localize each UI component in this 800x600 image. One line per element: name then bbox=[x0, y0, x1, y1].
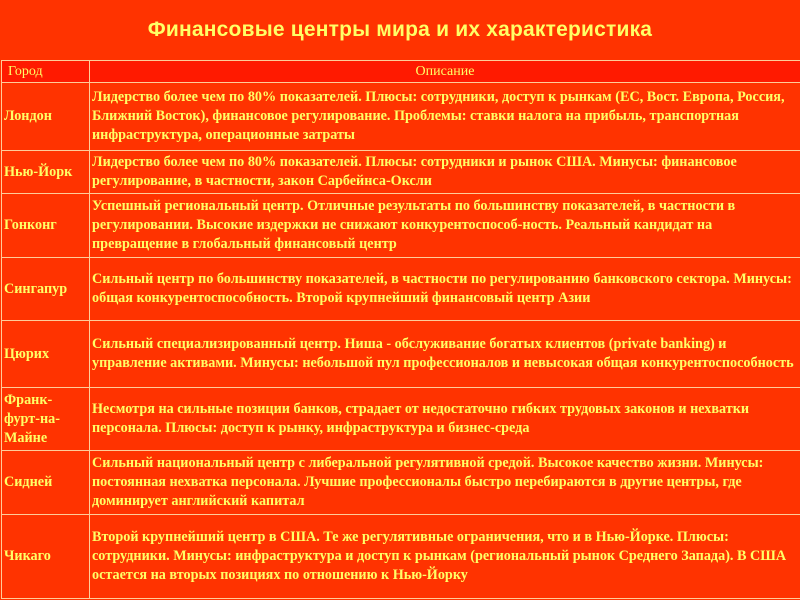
description-cell: Второй крупнейший центр в США. Те же регулятивные ограничения, что и в Нью-Йорке. Плюсы: сотрудники. Минусы: инфраструктура и доступ к рынкам (региональный рынок Среднего Запада). В США остается на вторых позициях по отношению к Нью-Йорку bbox=[90, 515, 800, 599]
financial-centers-table bbox=[1, 60, 800, 599]
city-cell: Нью-Йорк bbox=[2, 151, 90, 194]
table-row bbox=[2, 515, 800, 599]
description-cell: Сильный национальный центр с либеральной регулятивной средой. Высокое качество жизни. Минусы: постоянная нехватка персонала. Лучшие профессионалы быстро перебираются в другие центры, где доминирует английский капитал bbox=[90, 451, 800, 515]
city-cell: Гонконг bbox=[2, 194, 90, 258]
table-row bbox=[2, 451, 800, 515]
table-row bbox=[2, 321, 800, 388]
table-row bbox=[2, 258, 800, 321]
header-city: Город bbox=[2, 61, 90, 83]
description-cell: Лидерство более чем по 80% показателей. Плюсы: сотрудники и рынок США. Минусы: финансовое регулирование, в частности, закон Сарбейнса-Оксли bbox=[90, 151, 800, 194]
description-cell: Несмотря на сильные позиции банков, страдает от недостаточно гибких трудовых законов и нехватки персонала. Плюсы: доступ к рынку, инфраструктура и бизнес-среда bbox=[90, 388, 800, 451]
table-row bbox=[2, 151, 800, 194]
city-cell: Франк-фурт-на-Майне bbox=[2, 388, 90, 451]
city-cell: Лондон bbox=[2, 83, 90, 151]
table-row bbox=[2, 194, 800, 258]
header-description: Описание bbox=[90, 61, 800, 83]
page-title: Финансовые центры мира и их характеристика bbox=[147, 18, 653, 41]
description-cell: Сильный специализированный центр. Ниша - обслуживание богатых клиентов (private banking) и управление активами. Минусы: небольшой пул профессионалов и невысокая общая конкурентоспособность bbox=[90, 321, 800, 388]
city-cell: Сингапур bbox=[2, 258, 90, 321]
city-cell: Чикаго bbox=[2, 515, 90, 599]
city-cell: Цюрих bbox=[2, 321, 90, 388]
description-cell: Лидерство более чем по 80% показателей. Плюсы: сотрудники, доступ к рынкам (ЕС, Вост. Европа, Россия, Ближний Восток), финансовое регулирование. Проблемы: ставки налога на прибыль, транспортная инфраструктура, операционные затраты bbox=[90, 83, 800, 151]
city-cell: Сидней bbox=[2, 451, 90, 515]
description-cell: Успешный региональный центр. Отличные результаты по большинству показателей, в частности в регулировании. Высокие издержки не снижают конкурентоспособ-ность. Реальный кандидат на превращение в глобальный финансовый центр bbox=[90, 194, 800, 258]
table-header-row bbox=[2, 61, 800, 83]
description-cell: Сильный центр по большинству показателей, в частности по регулированию банковского сектора. Минусы: общая конкурентоспособность. Второй крупнейший финансовый центр Азии bbox=[90, 258, 800, 321]
table-row bbox=[2, 388, 800, 451]
table-row bbox=[2, 83, 800, 151]
